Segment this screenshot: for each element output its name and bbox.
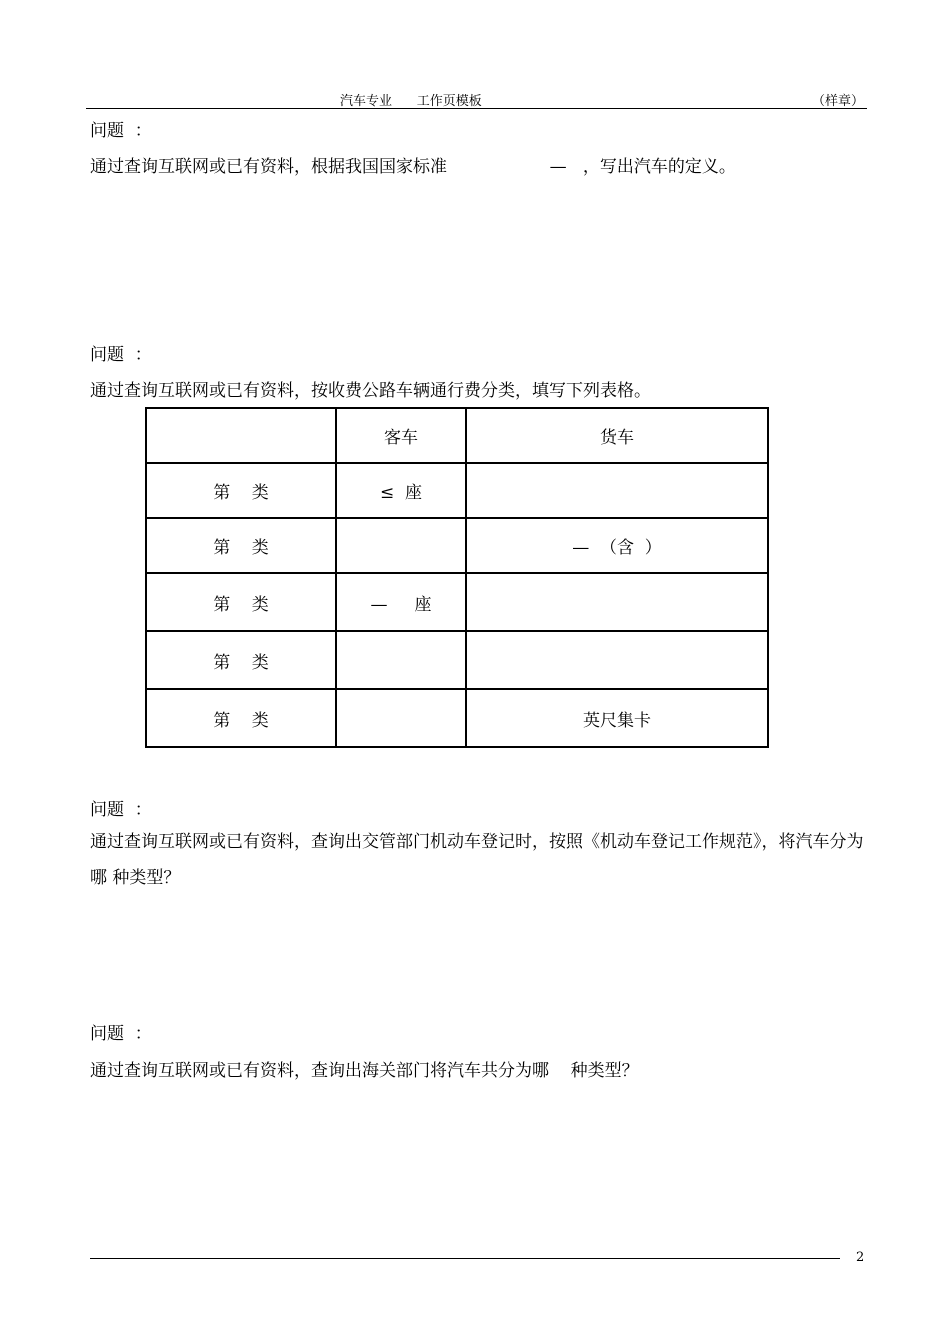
table-header-row bbox=[146, 408, 768, 463]
question-4-label: 问题 ： bbox=[90, 1024, 152, 1044]
question-3-label: 问题 ： bbox=[90, 800, 152, 820]
table-header-cell bbox=[146, 408, 336, 463]
table-cell: 第 类 bbox=[146, 689, 336, 747]
table-cell bbox=[466, 463, 768, 518]
question-1-label: 问题 ： bbox=[90, 121, 152, 141]
toll-fee-table bbox=[145, 407, 769, 748]
table-cell: ≤ 座 bbox=[336, 463, 466, 518]
page-number: 2 bbox=[856, 1250, 865, 1265]
header-title: 汽车专业 工作页模板 bbox=[340, 94, 482, 109]
question-1-text: 通过查询互联网或已有资料，根据我国国家标准 — ，写出汽车的定义。 bbox=[90, 157, 736, 177]
table-cell: 第 类 bbox=[146, 631, 336, 689]
header-rule bbox=[86, 108, 867, 109]
question-3-text: 通过查询互联网或已有资料，查询出交管部门机动车登记时，按照《机动车登记工作规范》，将汽车分为哪 种类型？ bbox=[90, 832, 864, 888]
table-cell: 第 类 bbox=[146, 518, 336, 573]
table-cell bbox=[466, 631, 768, 689]
table-header-cell: 客车 bbox=[336, 408, 466, 463]
table-cell bbox=[466, 573, 768, 631]
table-cell bbox=[336, 518, 466, 573]
table-row bbox=[146, 518, 768, 573]
table-cell: 第 类 bbox=[146, 463, 336, 518]
question-2-label: 问题 ： bbox=[90, 345, 152, 365]
footer-rule bbox=[90, 1258, 840, 1259]
table-cell bbox=[336, 689, 466, 747]
table-cell: 英尺集卡 bbox=[466, 689, 768, 747]
question-4-text: 通过查询互联网或已有资料，查询出海关部门将汽车共分为哪 种类型？ bbox=[90, 1061, 639, 1081]
table-cell: — 座 bbox=[336, 573, 466, 631]
table-row bbox=[146, 573, 768, 631]
header-stamp: （样章） bbox=[812, 94, 865, 109]
table-row bbox=[146, 463, 768, 518]
table-cell: 第 类 bbox=[146, 573, 336, 631]
table-cell bbox=[336, 631, 466, 689]
table-row bbox=[146, 689, 768, 747]
table-cell: — （含 ） bbox=[466, 518, 768, 573]
table-header-cell: 货车 bbox=[466, 408, 768, 463]
question-2-text: 通过查询互联网或已有资料，按收费公路车辆通行费分类，填写下列表格。 bbox=[90, 381, 651, 401]
table-row bbox=[146, 631, 768, 689]
